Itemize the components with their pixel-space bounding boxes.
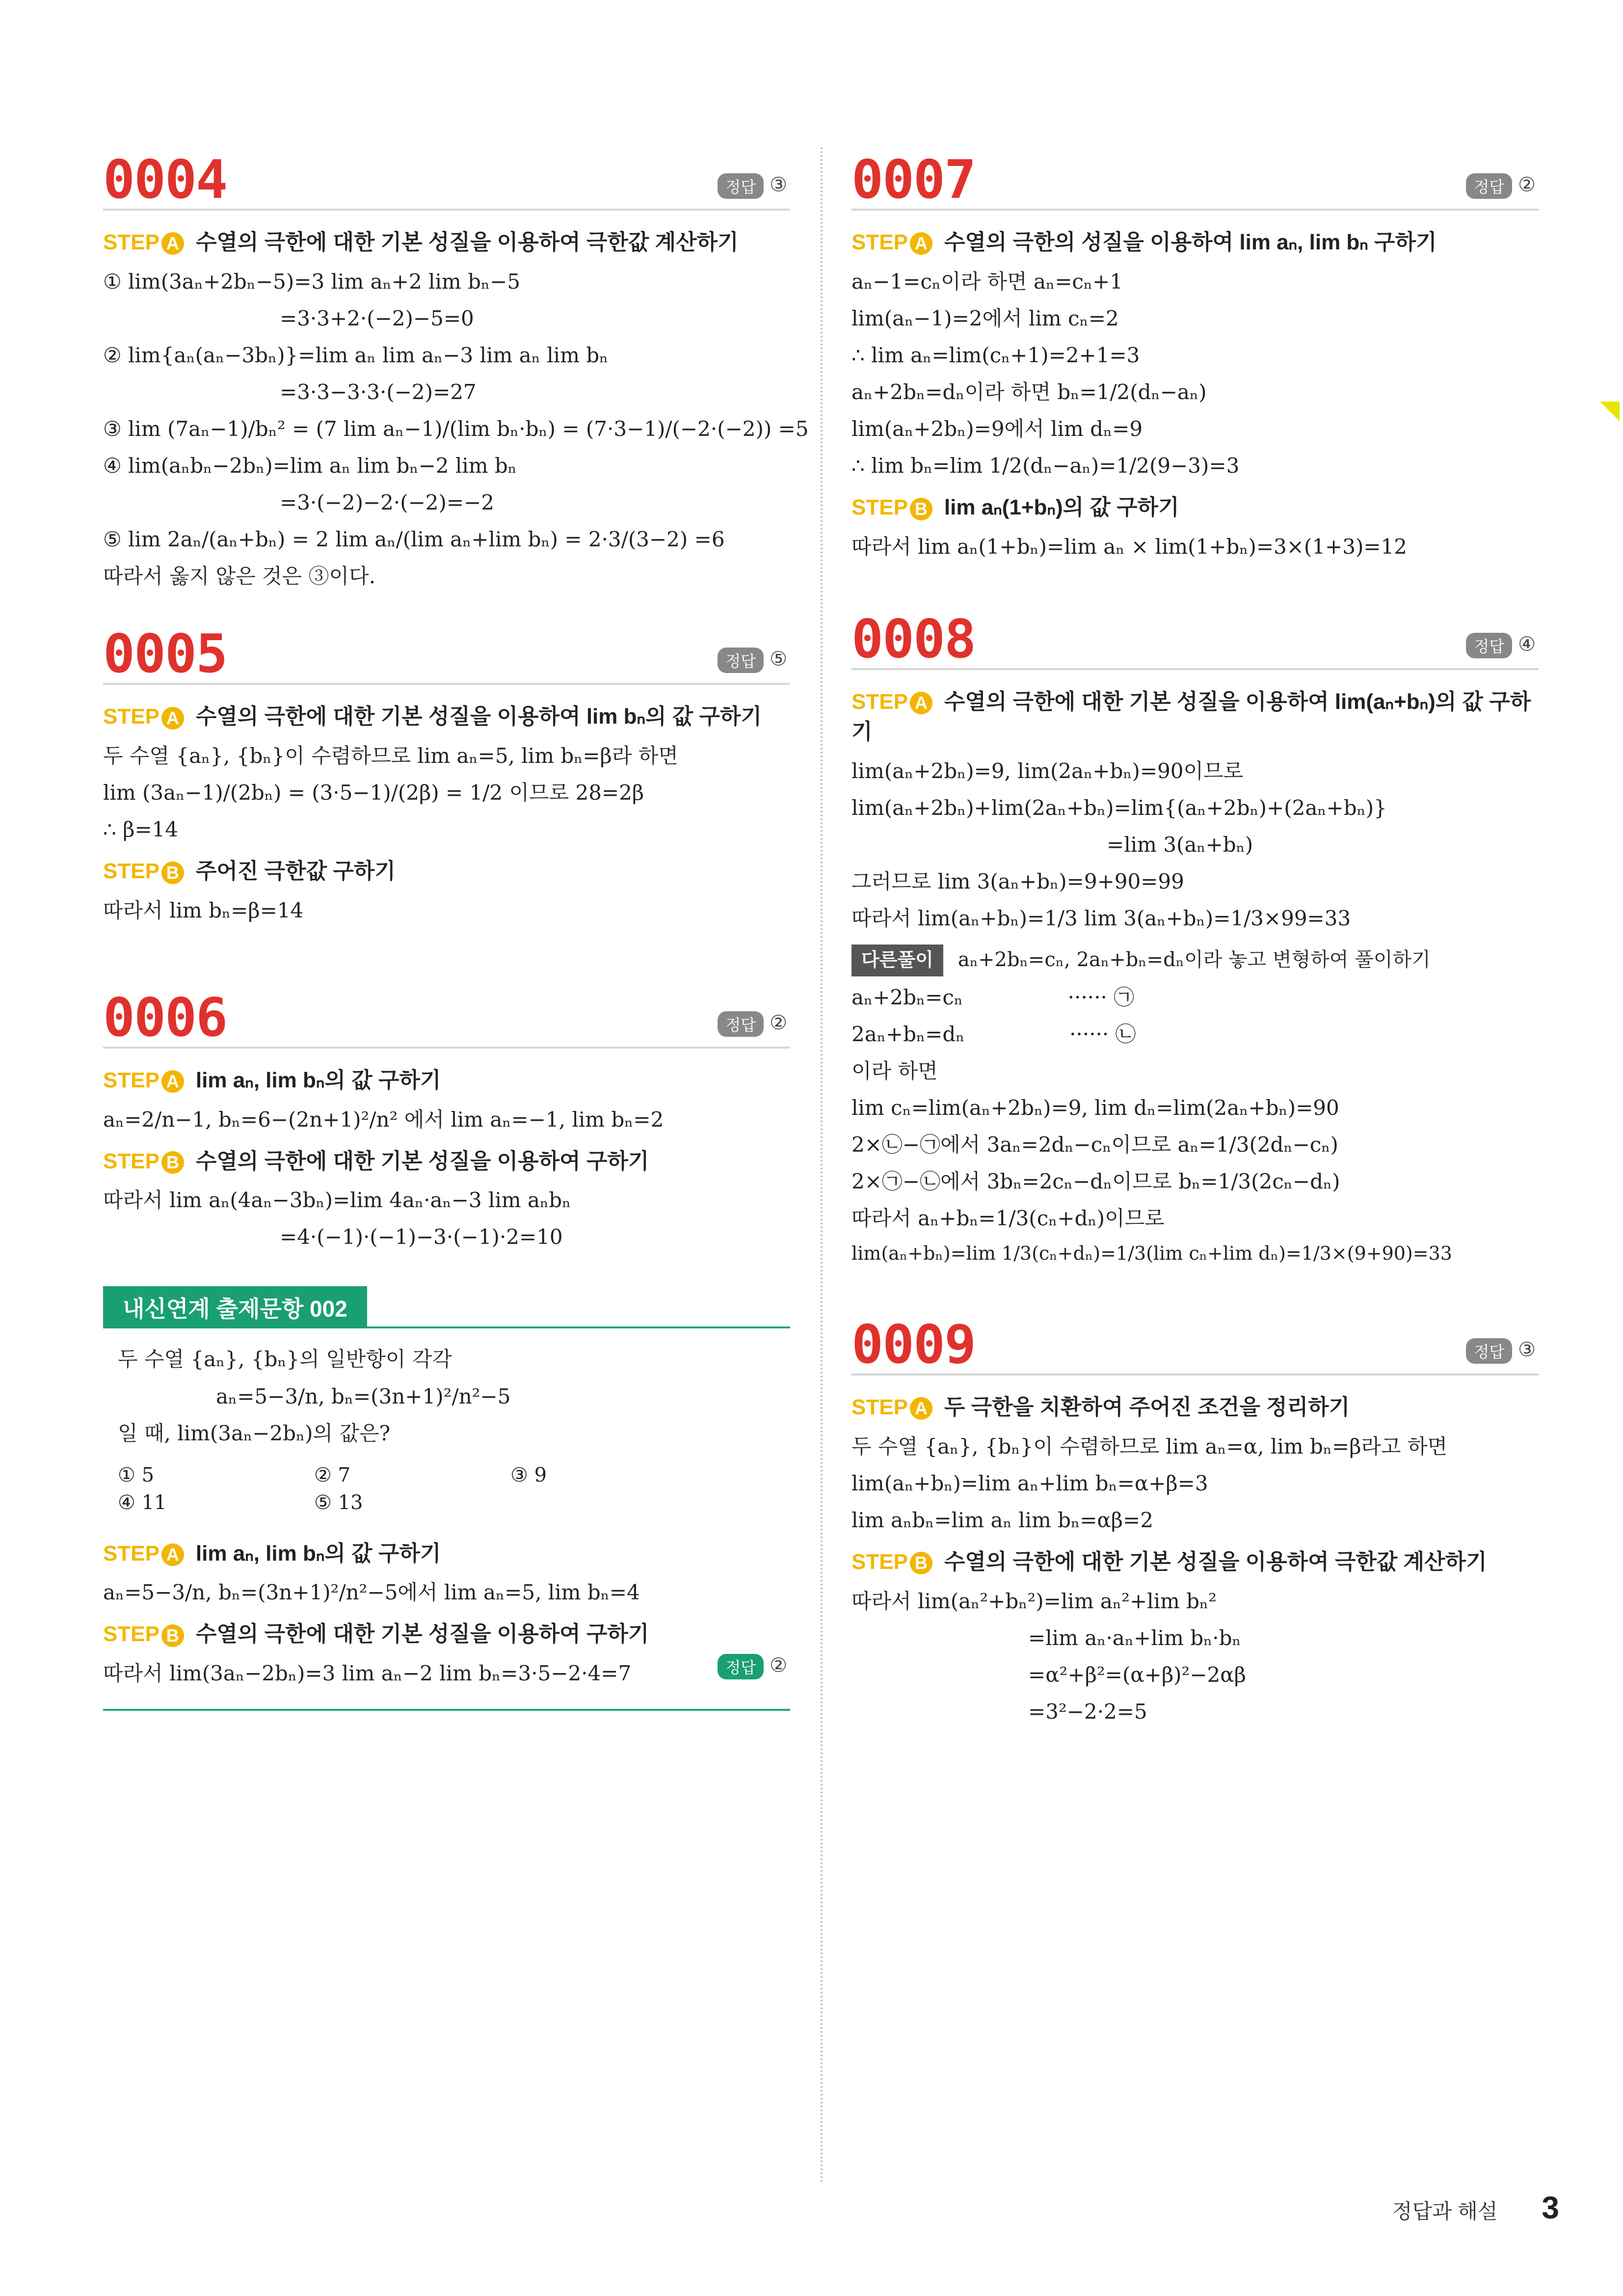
step-tag (103, 702, 184, 732)
solution-line: ∴ β=14 (103, 817, 178, 842)
solution-line: lim(aₙ−1)=2에서 lim cₙ=2 (851, 306, 1119, 330)
alt-solution-title: aₙ+2bₙ=cₙ, 2aₙ+bₙ=dₙ이라 놓고 변형하여 풀이하기 (958, 948, 1431, 971)
exam-body (103, 1343, 790, 1513)
answer (718, 1011, 787, 1037)
step-word: STEP (851, 689, 908, 714)
solution-line: 따라서 lim(3aₙ−2bₙ)=3 lim aₙ−2 lim bₙ=3·5−2·4=7 (103, 1661, 632, 1686)
step-letter: A (910, 692, 932, 714)
step-word: STEP (103, 1541, 160, 1566)
problem-header (851, 147, 1539, 211)
page-footer (1392, 2189, 1559, 2226)
step-letter: A (161, 1543, 184, 1566)
solution-line: 따라서 lim aₙ(4aₙ−3bₙ)=lim 4aₙ·aₙ−3 lim aₙbₙ (103, 1188, 571, 1213)
problem-0005 (103, 621, 790, 926)
problem-0007 (851, 147, 1539, 563)
exam-tab-label: 내신연계 출제문항 002 (103, 1286, 367, 1328)
solution-line: 따라서 lim(aₙ²+bₙ²)=lim aₙ²+lim bₙ² (851, 1589, 1217, 1613)
solution-line: =lim aₙ·aₙ+lim bₙ·bₙ (1028, 1625, 1241, 1650)
step-title: 수열의 극한에 대한 기본 성질을 이용하여 극한값 계산하기 (944, 1549, 1487, 1574)
step-word: STEP (851, 495, 908, 520)
answer-value: ② (1518, 174, 1536, 196)
solution-line: aₙ−1=cₙ이라 하면 aₙ=cₙ+1 (851, 269, 1123, 294)
answer-value: ② (770, 1012, 787, 1034)
step-tag (103, 1146, 184, 1177)
step-tag (103, 227, 184, 258)
problem-0006 (103, 985, 790, 1253)
step-letter: B (910, 1552, 932, 1574)
footer-label: 정답과 해설 (1392, 2200, 1498, 2223)
step-word: STEP (103, 1622, 160, 1647)
step-word: STEP (103, 230, 160, 254)
step-title: lim aₙ, lim bₙ의 값 구하기 (195, 1068, 441, 1092)
problem-number: 0009 (851, 1314, 976, 1376)
step-letter: A (910, 1397, 932, 1420)
solution-line: =α²+β²=(α+β)²−2αβ (1028, 1662, 1246, 1687)
step-a (103, 702, 790, 732)
step-letter: B (910, 498, 932, 520)
problem-header (851, 607, 1539, 670)
corner-tab-mark (1600, 402, 1620, 421)
step-tag (103, 1539, 184, 1569)
problem-header (103, 985, 790, 1049)
solution-line: ③ lim (7aₙ−1)/bₙ² = (7 lim aₙ−1)/(lim bₙ·bₙ) = (7·3−1)/(−2·(−2)) =5 (103, 416, 809, 441)
step-word: STEP (851, 1395, 908, 1420)
problem-number: 0008 (851, 608, 976, 670)
alt-solution-line: 이라 하면 (851, 1058, 938, 1083)
exam-header (103, 1282, 790, 1328)
answer-value: ③ (770, 174, 787, 196)
step-letter: A (161, 1070, 184, 1093)
conclusion-line: 따라서 옳지 않은 것은 ③이다. (103, 564, 376, 589)
solution-line: ⑤ lim 2aₙ/(aₙ+bₙ) = 2 lim aₙ/(lim aₙ+lim bₙ) = 2·3/(3−2) =6 (103, 527, 725, 552)
step-title: lim aₙ(1+bₙ)의 값 구하기 (944, 495, 1179, 520)
solution-line: 따라서 lim aₙ(1+bₙ)=lim aₙ × lim(1+bₙ)=3×(1+3)=12 (851, 534, 1407, 559)
alt-solution-label: 다른풀이 (851, 945, 943, 976)
step-tag (851, 1547, 932, 1577)
step-b (103, 1619, 790, 1649)
solution-line: =3·3−3·3·(−2)=27 (280, 379, 477, 404)
step-letter: A (161, 707, 184, 729)
step-letter: B (161, 1151, 184, 1174)
answer-badge: 정답 (718, 1011, 764, 1037)
problem-header (103, 147, 790, 211)
solution-line: aₙ+2bₙ=dₙ이라 하면 bₙ=1/2(dₙ−aₙ) (851, 379, 1207, 404)
alt-solution-header (851, 945, 1539, 976)
problem-number: 0005 (103, 623, 227, 685)
step-b (851, 1547, 1539, 1577)
step-a (851, 227, 1539, 258)
step-word: STEP (851, 230, 908, 254)
answer-badge: 정답 (718, 173, 764, 199)
answer-value: ④ (1518, 633, 1536, 655)
solution-line: =lim 3(aₙ+bₙ) (1107, 833, 1253, 857)
step-word: STEP (103, 859, 160, 884)
solution-line: 따라서 lim(aₙ+bₙ)=1/3 lim 3(aₙ+bₙ)=1/3×99=33 (851, 906, 1351, 931)
answer-value: ② (770, 1654, 787, 1676)
step-tag (103, 1619, 184, 1649)
alt-solution-line: 2×㉡−㉠에서 3aₙ=2dₙ−cₙ이므로 aₙ=1/3(2dₙ−cₙ) (851, 1132, 1338, 1157)
solution-line: 두 수열 {aₙ}, {bₙ}이 수렴하므로 lim aₙ=α, lim bₙ=β라고 하면 (851, 1434, 1448, 1459)
step-tag (103, 856, 184, 887)
step-tag (103, 1065, 184, 1096)
solution-line: aₙ=2/n−1, bₙ=6−(2n+1)²/n² 에서 lim aₙ=−1, lim bₙ=2 (103, 1107, 664, 1132)
choice-item: ② 7 (314, 1463, 351, 1486)
step-title: 수열의 극한에 대한 기본 성질을 이용하여 lim(aₙ+bₙ)의 값 구하기 (851, 689, 1531, 744)
problem-header (103, 621, 790, 685)
step-tag (851, 227, 932, 258)
solution-line: =3²−2·2=5 (1028, 1699, 1147, 1724)
step-tag (851, 1392, 932, 1423)
answer-badge: 정답 (1466, 633, 1512, 658)
answer (1466, 1338, 1536, 1364)
solution-line: =4·(−1)·(−1)−3·(−1)·2=10 (280, 1225, 563, 1249)
solution-line: ② lim{aₙ(aₙ−3bₙ)}=lim aₙ lim aₙ−3 lim aₙ lim bₙ (103, 343, 609, 367)
choice-item: ⑤ 13 (314, 1491, 363, 1514)
alt-solution-line: 따라서 aₙ+bₙ=1/3(cₙ+dₙ)이므로 (851, 1206, 1165, 1231)
step-title: 수열의 극한에 대한 기본 성질을 이용하여 lim bₙ의 값 구하기 (195, 704, 762, 729)
solution-line: aₙ=5−3/n, bₙ=(3n+1)²/n²−5에서 lim aₙ=5, lim bₙ=4 (103, 1580, 640, 1605)
step-title: 수열의 극한에 대한 기본 성질을 이용하여 구하기 (195, 1622, 649, 1647)
solution-line: lim(aₙ+bₙ)=lim aₙ+lim bₙ=α+β=3 (851, 1471, 1208, 1495)
solution-line: =3·(−2)−2·(−2)=−2 (280, 490, 495, 515)
step-tag (851, 687, 932, 717)
step-letter: A (910, 232, 932, 255)
answer (1466, 633, 1536, 658)
step-word: STEP (851, 1549, 908, 1574)
solution-line: lim(aₙ+2bₙ)+lim(2aₙ+bₙ)=lim{(aₙ+2bₙ)+(2aₙ+bₙ)} (851, 796, 1387, 820)
step-title: 수열의 극한에 대한 기본 성질을 이용하여 구하기 (195, 1149, 649, 1173)
step-a (851, 1392, 1539, 1423)
step-word: STEP (103, 1068, 160, 1092)
solution-line: lim aₙbₙ=lim aₙ lim bₙ=αβ=2 (851, 1508, 1153, 1532)
page-number: 3 (1542, 2190, 1559, 2225)
solution-line: ∴ lim aₙ=lim(cₙ+1)=2+1=3 (851, 343, 1140, 367)
answer-badge: 정답 (1466, 1338, 1512, 1364)
step-letter: A (161, 232, 184, 255)
question-line: 두 수열 {aₙ}, {bₙ}의 일반항이 각각 (118, 1347, 452, 1372)
solution-line: ∴ lim bₙ=lim 1/2(dₙ−aₙ)=1/2(9−3)=3 (851, 454, 1240, 478)
step-a (103, 227, 790, 258)
problem-number: 0006 (103, 987, 227, 1049)
step-word: STEP (103, 704, 160, 729)
solution-line: ① lim(3aₙ+2bₙ−5)=3 lim aₙ+2 lim bₙ−5 (103, 269, 521, 294)
alt-solution-line: aₙ+2bₙ=cₙ ······ ㉠ (851, 985, 1135, 1009)
choice-item: ① 5 (118, 1463, 155, 1486)
answer-value: ⑤ (770, 648, 787, 670)
solution-line: 두 수열 {aₙ}, {bₙ}이 수렴하므로 lim aₙ=5, lim bₙ=β라 하면 (103, 744, 678, 768)
step-word: STEP (103, 1149, 160, 1173)
alt-solution-line: 2×㉠−㉡에서 3bₙ=2cₙ−dₙ이므로 bₙ=1/3(2cₙ−dₙ) (851, 1169, 1340, 1193)
answer-value: ③ (1518, 1339, 1536, 1361)
exam-answer (718, 1654, 787, 1679)
column-divider (821, 147, 823, 2185)
step-title: lim aₙ, lim bₙ의 값 구하기 (195, 1541, 441, 1566)
solution-line: lim(aₙ+2bₙ)=9, lim(2aₙ+bₙ)=90이므로 (851, 759, 1244, 783)
step-a (103, 1065, 790, 1096)
step-b (851, 492, 1539, 523)
problem-header (851, 1312, 1539, 1376)
right-column (851, 147, 1539, 1757)
alt-solution-line: lim(aₙ+bₙ)=lim 1/3(cₙ+dₙ)=1/3(lim cₙ+lim dₙ)=1/3×(9+90)=33 (851, 1243, 1452, 1265)
step-title: 두 극한을 치환하여 주어진 조건을 정리하기 (944, 1395, 1350, 1420)
step-b (103, 1146, 790, 1177)
answer (718, 648, 787, 673)
step-letter: B (161, 862, 184, 884)
problem-number: 0007 (851, 149, 976, 211)
choice-item: ④ 11 (118, 1491, 167, 1514)
step-title: 수열의 극한의 성질을 이용하여 lim aₙ, lim bₙ 구하기 (944, 230, 1437, 254)
alt-solution-line: 2aₙ+bₙ=dₙ ······ ㉡ (851, 1022, 1136, 1046)
alt-solution-line: lim cₙ=lim(aₙ+2bₙ)=9, lim dₙ=lim(2aₙ+bₙ)=90 (851, 1095, 1339, 1120)
question-line: 일 때, lim(3aₙ−2bₙ)의 값은? (118, 1421, 391, 1445)
exam-linked-question (103, 1282, 790, 1711)
problem-number: 0004 (103, 149, 227, 211)
choice-item: ③ 9 (510, 1463, 547, 1486)
step-letter: B (161, 1624, 184, 1647)
step-title: 주어진 극한값 구하기 (195, 859, 396, 884)
step-b (103, 856, 790, 887)
answer (1466, 173, 1536, 199)
answer (718, 173, 787, 199)
step-title: 수열의 극한에 대한 기본 성질을 이용하여 극한값 계산하기 (195, 230, 739, 254)
solution-line: ④ lim(aₙbₙ−2bₙ)=lim aₙ lim bₙ−2 lim bₙ (103, 454, 517, 478)
solution-line: 그러므로 lim 3(aₙ+bₙ)=9+90=99 (851, 869, 1184, 894)
answer-badge: 정답 (1466, 173, 1512, 199)
question-line: aₙ=5−3/n, bₙ=(3n+1)²/n²−5 (216, 1384, 511, 1408)
answer-badge: 정답 (718, 648, 764, 673)
solution-line: lim(aₙ+2bₙ)=9에서 lim dₙ=9 (851, 416, 1143, 441)
problem-0008 (851, 607, 1539, 1268)
choice-list (118, 1464, 790, 1514)
problem-0009 (851, 1312, 1539, 1728)
solution-line: 따라서 lim bₙ=β=14 (103, 898, 304, 922)
answer-badge: 정답 (718, 1654, 764, 1679)
left-column (103, 147, 809, 1711)
solution-line: =3·3+2·(−2)−5=0 (280, 306, 474, 330)
step-a (851, 687, 1539, 747)
problem-0004 (103, 147, 809, 592)
step-tag (851, 492, 932, 523)
step-a (103, 1539, 790, 1569)
solution-line: lim (3aₙ−1)/(2bₙ) = (3·5−1)/(2β) = 1/2 이므로 28=2β (103, 781, 644, 805)
